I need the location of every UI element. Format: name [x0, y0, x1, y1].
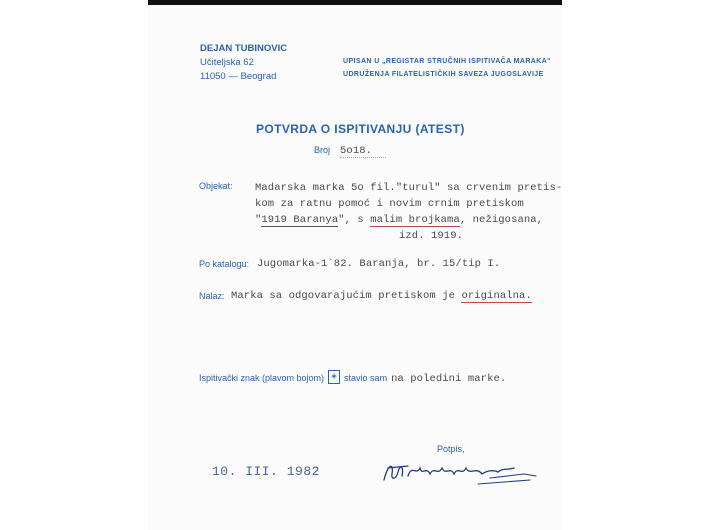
expert-mark-icon: ◈ [328, 370, 340, 384]
objekat-line-4: izd. 1919. [399, 230, 464, 242]
katalog-value: Jugomarka-1`82. Baranja, br. 15/tip I. [257, 258, 501, 270]
baranya-overprint: 1919 Baranya [261, 214, 339, 226]
sender-address [200, 42, 287, 84]
registry-line-1: UPISAN U „REGISTAR STRUČNIH ISPITIVAČA MARAKA" [343, 58, 551, 65]
objekat-line-1: Madarska marka 5o fil."turul" sa crvenim pretis- [255, 182, 563, 194]
number-row [314, 140, 386, 158]
sender-city: 11050 — Beograd [200, 71, 277, 82]
handwritten-signature [378, 454, 548, 488]
sender-street: Učiteljska 62 [200, 57, 254, 68]
nalaz-value: Marka sa odgovarajućim pretiskom je originalna. [231, 290, 532, 302]
objekat-text [255, 180, 562, 244]
nalaz-label: Nalaz: [199, 291, 225, 301]
date-stamp: 10. III. 1982 [212, 464, 320, 479]
registry-line-2: UDRUŽENJA FILATELISTIČKIH SAVEZA JUGOSLAVIJE [343, 71, 544, 78]
number-value: 5o18. [340, 145, 386, 158]
znak-label: Ispitivački znak (plavom bojom) [199, 373, 325, 383]
objekat-line-3: "1919 Baranya", s malim brojkama, nežigosana, [255, 214, 544, 226]
sender-name: DEJAN TUBINOVIC [200, 43, 288, 54]
number-label: Broj [314, 145, 331, 155]
znak-label-after: stavio sam [344, 373, 388, 383]
znak-value: na poledini marke. [391, 373, 507, 385]
registry-note [343, 55, 551, 81]
objekat-line-2: kom za ratnu pomoć i novim crnim pretiskom [255, 198, 524, 210]
katalog-label: Po katalogu: [199, 259, 250, 269]
objekat-label: Objekat: [199, 181, 233, 191]
znak-row [199, 368, 506, 386]
small-digits: malim brojkama [370, 214, 460, 226]
top-edge-bar [148, 0, 562, 5]
document-title: POTVRDA O ISPITIVANJU (ATEST) [256, 122, 465, 136]
original-verdict: originalna. [461, 290, 532, 302]
signature-label: Potpis, [437, 444, 465, 454]
